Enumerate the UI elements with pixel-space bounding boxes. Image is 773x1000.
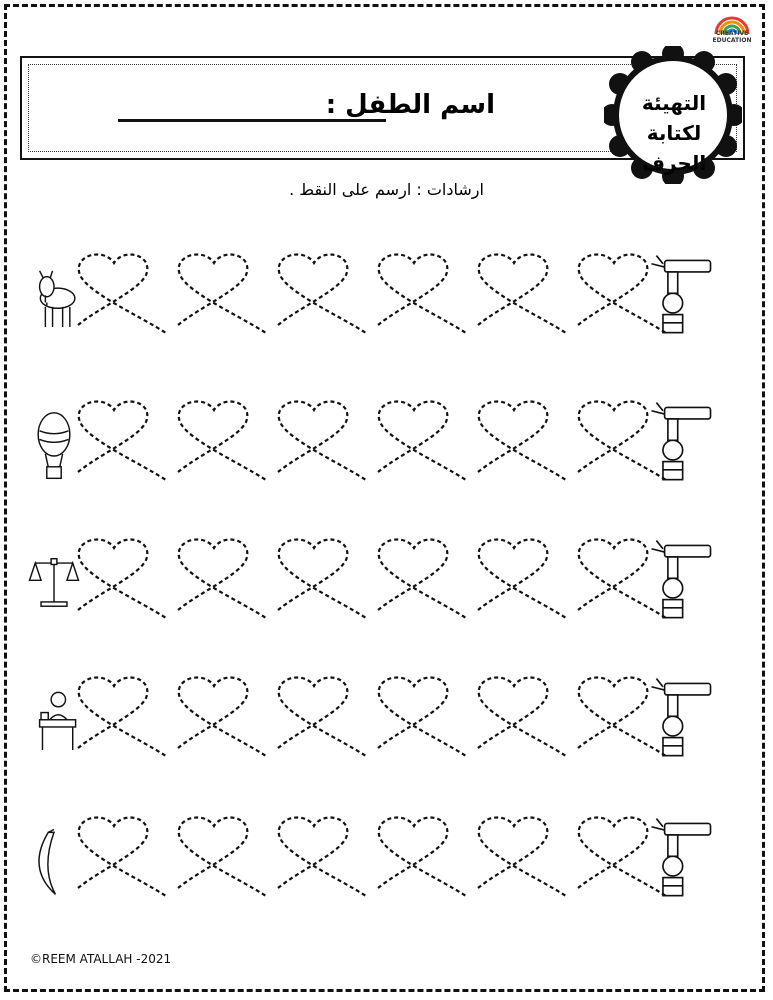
dotted-trace-loop	[278, 539, 366, 618]
dotted-trace-loop	[478, 677, 566, 756]
dotted-trace-loop	[578, 254, 666, 333]
dotted-trace-loop	[78, 401, 166, 480]
child-name-field[interactable]	[118, 119, 386, 122]
dotted-trace-loop	[78, 817, 166, 896]
banana-icon	[39, 830, 55, 895]
dotted-trace-loop	[378, 254, 466, 333]
dotted-trace-loop	[178, 677, 266, 756]
hanging-boy-icon	[651, 819, 710, 896]
dotted-trace-loop	[478, 401, 566, 480]
dotted-trace-loop	[78, 254, 166, 333]
tracing-row	[0, 530, 773, 660]
dotted-trace-loop	[278, 677, 366, 756]
dotted-trace-loop	[578, 539, 666, 618]
dotted-trace-loop	[378, 677, 466, 756]
tracing-row	[0, 392, 773, 522]
hanging-boy-icon	[651, 679, 710, 756]
balance-scale-icon	[30, 558, 79, 606]
dotted-trace-loop	[78, 539, 166, 618]
dotted-trace-loop	[178, 817, 266, 896]
badge-title	[622, 88, 726, 178]
tracing-row	[0, 808, 773, 938]
dotted-trace-loop	[178, 539, 266, 618]
dotted-trace-loop	[178, 254, 266, 333]
dotted-trace-loop	[378, 817, 466, 896]
hanging-boy-icon	[651, 256, 710, 333]
badge-title-line1: التهيئة لكتابة	[641, 91, 707, 145]
dotted-trace-loop	[478, 254, 566, 333]
child-name-label: اسم الطفل :	[325, 90, 495, 120]
tracing-row	[0, 668, 773, 798]
teacher-at-desk-icon	[40, 692, 76, 750]
hot-air-balloon-icon	[38, 413, 70, 479]
dotted-trace-loop	[278, 254, 366, 333]
dotted-trace-loop	[278, 817, 366, 896]
dotted-trace-loop	[78, 677, 166, 756]
badge-title-line2: الحرف	[641, 151, 707, 175]
dotted-trace-loop	[578, 817, 666, 896]
dotted-trace-loop	[578, 677, 666, 756]
dotted-trace-loop	[478, 817, 566, 896]
goat-icon	[40, 271, 75, 327]
dotted-trace-loop	[378, 539, 466, 618]
dotted-trace-loop	[578, 401, 666, 480]
logo-label: CREATIVE EDUCATION	[712, 30, 752, 44]
dotted-trace-loop	[178, 401, 266, 480]
dotted-trace-loop	[378, 401, 466, 480]
hanging-boy-icon	[651, 403, 710, 480]
dotted-trace-loop	[478, 539, 566, 618]
copyright-text: ©REEM ATALLAH -2021	[30, 952, 172, 966]
dotted-trace-loop	[278, 401, 366, 480]
hanging-boy-icon	[651, 541, 710, 618]
tracing-row	[0, 245, 773, 375]
instructions-text: ارشادات : ارسم على النقط .	[289, 180, 484, 199]
